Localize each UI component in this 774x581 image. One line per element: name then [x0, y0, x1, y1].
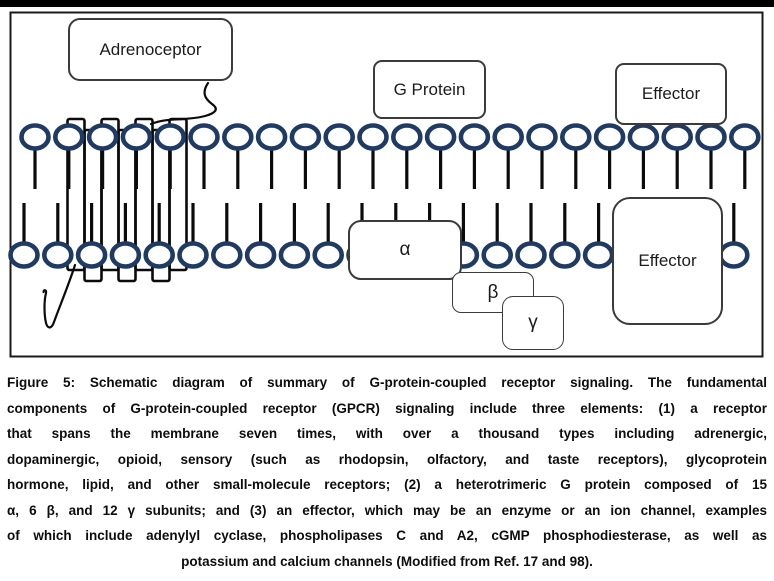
gamma-subunit-box [502, 296, 564, 350]
lipid-head [191, 126, 218, 149]
lipid-head [484, 244, 511, 267]
caption-line: Figure 5: Schematic diagram of summary of G-protein-coupled receptor signaling. The fundamental [7, 375, 767, 390]
lipid-head [224, 126, 251, 149]
lipid-head [258, 126, 285, 149]
lipid-head [562, 126, 589, 149]
alpha-subunit-box [348, 220, 462, 280]
lipid-head [123, 126, 150, 149]
lipid-head [360, 126, 387, 149]
lipid-head [720, 244, 747, 267]
lipid-head [180, 244, 207, 267]
lipid-head [281, 244, 308, 267]
lipid-head [157, 126, 184, 149]
receptor-c-terminal-tail-curve [44, 265, 76, 327]
g-protein-label-box [373, 60, 486, 119]
effector-label-box [615, 63, 727, 125]
lipid-head [89, 126, 116, 149]
lipid-head [213, 244, 240, 267]
lipid-head [11, 244, 38, 267]
lipid-head [529, 126, 556, 149]
lipid-head [78, 244, 105, 267]
gamma-subunit-label: γ [528, 312, 538, 333]
lipid-head [495, 126, 522, 149]
figure-caption [0, 370, 774, 574]
lipid-head [551, 244, 578, 267]
lipid-head [518, 244, 545, 267]
adrenoceptor-label: Adrenoceptor [99, 39, 202, 59]
caption-line: α, 6 β, and 12 γ subunits; and (3) an effector, which may be an enzyme or an ion channel, examples [7, 502, 767, 518]
lipid-head [664, 126, 691, 149]
lipid-head [731, 126, 758, 149]
lipid-head [22, 126, 49, 149]
lipid-head [315, 244, 342, 267]
adrenoceptor-label-box [68, 18, 233, 81]
caption-line: hormone, lipid, and other small-molecule receptors; (2) a heterotrimeric G protein composed of 15 [7, 477, 767, 492]
lipid-head [427, 126, 454, 149]
lipid-head [44, 244, 71, 267]
caption-line: of which include adenylyl cyclase, phospholipases C and A2, cGMP phosphodiesterase, as well as [7, 528, 767, 543]
lipid-head [393, 126, 420, 149]
lipid-head [596, 126, 623, 149]
lipid-head [630, 126, 657, 149]
lipid-head [461, 126, 488, 149]
lipid-head [326, 126, 353, 149]
caption-line: potassium and calcium channels (Modified from Ref. 17 and 98). [181, 553, 593, 569]
lipid-head [292, 126, 319, 149]
effector-channel-box [612, 197, 723, 325]
lipid-head [585, 244, 612, 267]
beta-subunit-label: β [487, 281, 499, 303]
lipid-head [112, 244, 139, 267]
lipid-head [247, 244, 274, 267]
lipid-head [55, 126, 82, 149]
effector-label: Effector [641, 84, 701, 103]
g-protein-label: G Protein [393, 79, 466, 99]
membrane-top-leaflet [22, 126, 759, 190]
lipid-head [146, 244, 173, 267]
caption-line: that spans the membrane seven times, with over a thousand types including adrenergic, [7, 426, 767, 441]
alpha-subunit-label: α [399, 239, 411, 260]
caption-line: components of G-protein-coupled receptor (GPCR) signaling include three elements: (1) a receptor [7, 400, 767, 416]
lipid-head [698, 126, 725, 149]
effector-channel-label: Effector [638, 251, 697, 270]
caption-line: dopaminergic, opioid, sensory (such as rhodopsin, olfactory, and taste receptors), glycoprotein [7, 451, 767, 467]
